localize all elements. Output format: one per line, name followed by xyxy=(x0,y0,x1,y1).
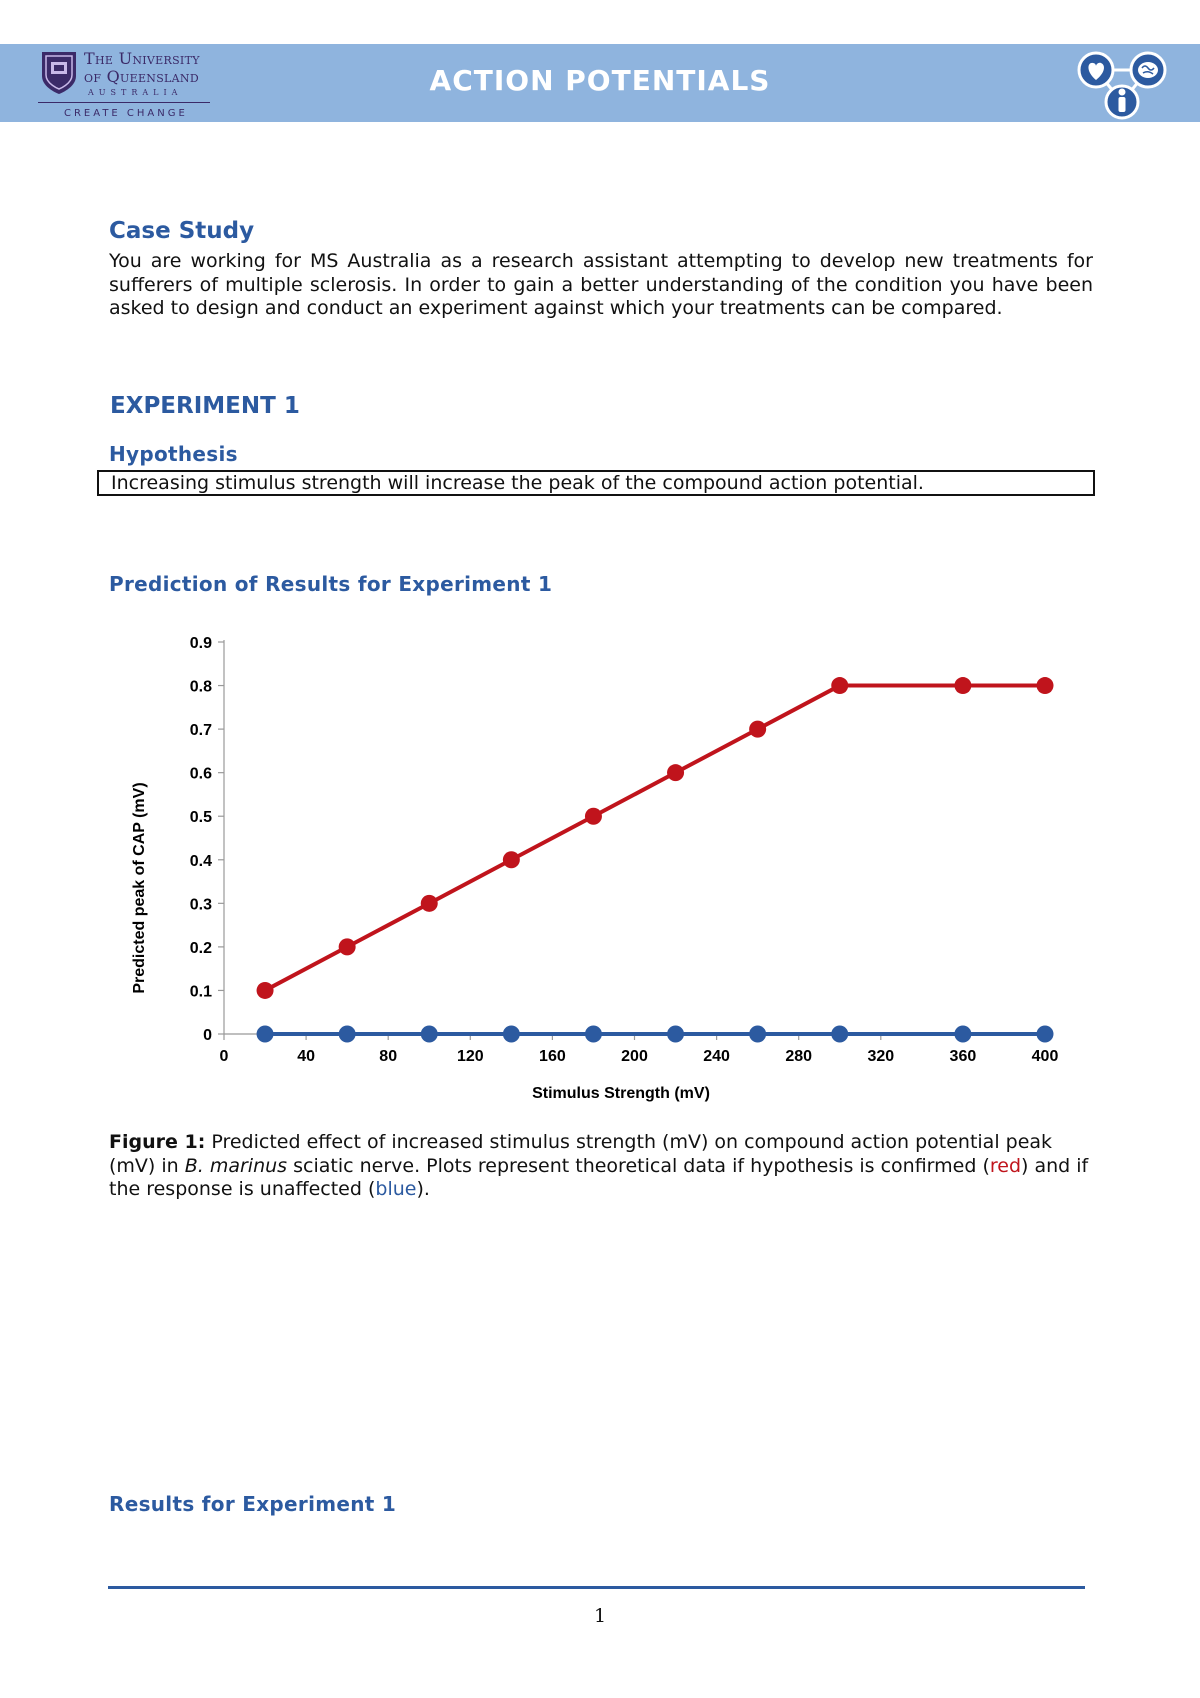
page-title: ACTION POTENTIALS xyxy=(429,64,771,97)
caption-blue-word: blue xyxy=(375,1178,417,1200)
y-tick-label: 0.4 xyxy=(189,852,212,870)
prediction-heading: Prediction of Results for Experiment 1 xyxy=(109,572,553,596)
human-figure-icon xyxy=(1106,86,1138,118)
figure-caption xyxy=(109,1131,1093,1202)
y-axis-title: Predicted peak of CAP (mV) xyxy=(131,782,148,994)
y-tick-label: 0 xyxy=(203,1027,212,1044)
data-point xyxy=(667,764,684,781)
x-tick-label: 0 xyxy=(219,1048,229,1065)
caption-label: Figure 1: xyxy=(109,1131,206,1153)
university-name-line2: of Queensland xyxy=(84,67,199,86)
x-tick-label: 400 xyxy=(1031,1048,1059,1065)
data-point xyxy=(1037,1026,1054,1043)
data-point xyxy=(749,1026,766,1043)
x-tick-label: 240 xyxy=(703,1048,730,1065)
data-point xyxy=(749,721,766,738)
case-study-text: You are working for MS Australia as a research assistant attempting to develop new treatments for sufferers of multiple sclerosis. In order to gain a better understanding of the condition you have been asked to design and conduct an experiment against which your treatments can be compared. xyxy=(109,250,1093,319)
y-tick-label: 0.3 xyxy=(189,896,212,914)
data-point xyxy=(421,895,438,912)
data-point xyxy=(339,938,356,955)
case-study-heading: Case Study xyxy=(109,218,255,244)
y-tick-label: 0.2 xyxy=(189,939,212,957)
university-country: AUSTRALIA xyxy=(88,88,183,97)
x-tick-label: 320 xyxy=(867,1048,895,1065)
x-tick-label: 280 xyxy=(785,1048,813,1065)
experiment-heading: EXPERIMENT 1 xyxy=(110,393,300,419)
prediction-chart xyxy=(120,620,1080,1110)
y-tick-label: 0.5 xyxy=(189,809,212,827)
footer-divider xyxy=(108,1586,1085,1589)
x-tick-label: 160 xyxy=(539,1048,566,1065)
data-point xyxy=(585,1026,602,1043)
caption-species: B. marinus xyxy=(184,1154,288,1177)
logo-divider xyxy=(38,102,210,103)
caption-part3: ) and if the response is unaffected ( xyxy=(109,1154,1089,1200)
results-heading: Results for Experiment 1 xyxy=(109,1492,397,1516)
university-tagline: CREATE CHANGE xyxy=(64,108,188,119)
caption-red-word: red xyxy=(989,1154,1022,1177)
x-tick-label: 80 xyxy=(379,1048,398,1065)
chart-series xyxy=(257,677,1054,1042)
data-point xyxy=(954,677,971,694)
body-systems-icon xyxy=(1076,48,1168,120)
data-point xyxy=(1037,677,1054,694)
caption-part2: sciatic nerve. Plots represent theoretical data if hypothesis is confirmed ( xyxy=(287,1154,990,1177)
y-tick-label: 0.1 xyxy=(189,983,212,1001)
caption-part1: Predicted effect of increased stimulus strength (mV) on compound action potential peak (mV) in xyxy=(109,1131,1053,1177)
data-point xyxy=(585,808,602,825)
data-point xyxy=(503,1026,520,1043)
x-tick-label: 40 xyxy=(297,1048,315,1065)
y-tick-label: 0.9 xyxy=(189,635,212,652)
data-point xyxy=(257,1026,274,1043)
x-tick-label: 200 xyxy=(621,1048,648,1065)
heart-icon xyxy=(1079,53,1113,87)
x-tick-label: 120 xyxy=(456,1048,484,1065)
y-tick-label: 0.8 xyxy=(189,678,212,696)
caption-part4: ). xyxy=(416,1178,430,1200)
x-tick-label: 360 xyxy=(949,1048,977,1065)
university-name-line1: The University xyxy=(84,49,200,68)
data-point xyxy=(339,1026,356,1043)
data-point xyxy=(831,1026,848,1043)
page-number: 1 xyxy=(593,1605,607,1627)
data-point xyxy=(954,1026,971,1043)
y-tick-label: 0.7 xyxy=(189,722,212,740)
data-point xyxy=(503,851,520,868)
hypothesis-heading: Hypothesis xyxy=(109,442,238,466)
series-line xyxy=(265,686,1045,991)
data-point xyxy=(667,1026,684,1043)
data-point xyxy=(421,1026,438,1043)
data-point xyxy=(831,677,848,694)
x-axis-title: Stimulus Strength (mV) xyxy=(532,1085,710,1102)
y-tick-label: 0.6 xyxy=(189,765,212,783)
chart-axes xyxy=(224,640,1045,1034)
data-point xyxy=(257,982,274,999)
brain-icon xyxy=(1131,53,1165,87)
hypothesis-box: Increasing stimulus strength will increase the peak of the compound action potential. xyxy=(97,470,1095,496)
chart-ticks xyxy=(190,635,1059,1065)
header-band xyxy=(0,44,1200,122)
